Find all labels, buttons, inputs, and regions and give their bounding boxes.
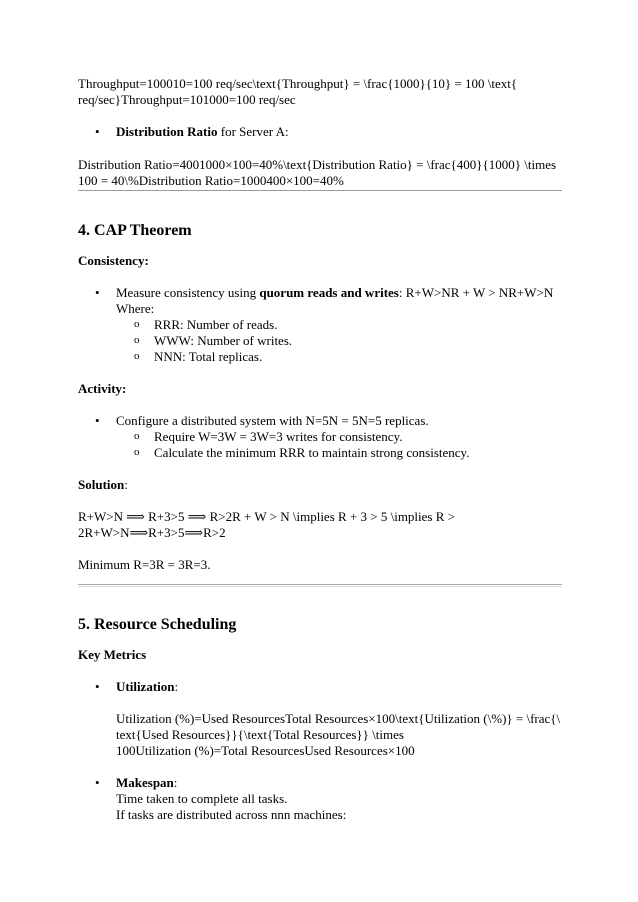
consistency-bullet-list	[78, 285, 562, 365]
makespan-line-2: If tasks are distributed across nnn machines:	[116, 807, 347, 822]
solution-label: Solution	[78, 477, 125, 492]
solution-line-2: 2R+W>N⟹R+3>5⟹R>2	[78, 525, 226, 540]
throughput-line-2: req/sec}Throughput=101000=100 req/sec	[78, 92, 296, 107]
makespan-label: Makespan	[116, 775, 174, 790]
document-page	[78, 76, 562, 823]
throughput-formula	[78, 76, 562, 108]
makespan-colon: :	[173, 775, 178, 790]
distribution-line-1: Distribution Ratio=4001000×100=40%\text{Distribution Ratio} = \frac{400}{1000} \times	[78, 157, 557, 172]
activity-label: Activity:	[78, 381, 127, 396]
list-item: o NNN: Total replicas.	[116, 349, 562, 365]
distribution-ratio-suffix: for Server A:	[217, 124, 289, 139]
utilization-formula	[116, 711, 562, 759]
list-item	[78, 775, 562, 823]
solution-heading	[78, 477, 562, 493]
list-item: o Require W=3W = 3W=3 writes for consistency.	[116, 429, 562, 445]
section-divider	[78, 190, 562, 191]
section-divider	[78, 584, 562, 587]
distribution-ratio-label: Distribution Ratio	[116, 124, 218, 139]
solution-formula	[78, 509, 562, 541]
list-item	[78, 413, 562, 461]
activity-bullet-text: Configure a distributed system with N=5N = 5N=5 replicas.	[116, 413, 429, 428]
solution-colon: :	[124, 477, 128, 492]
distribution-formula	[78, 157, 562, 189]
list-item	[78, 285, 562, 365]
activity-sub-list	[116, 429, 562, 461]
quorum-term: quorum reads and writes	[259, 285, 399, 300]
list-item: o Calculate the minimum RRR to maintain strong consistency.	[116, 445, 562, 461]
consistency-label: Consistency:	[78, 253, 149, 268]
measure-prefix: Measure consistency using	[116, 285, 260, 300]
utilization-line-3: 100Utilization (%)=Total ResourcesUsed Resources×100	[116, 743, 415, 758]
utilization-line-1: Utilization (%)=Used ResourcesTotal Resources×100\text{Utilization (\%)} = \frac{\	[116, 711, 561, 726]
where-sub-list	[116, 317, 562, 365]
makespan-line-1: Time taken to complete all tasks.	[116, 791, 288, 806]
where-label: Where:	[116, 301, 155, 316]
section-heading-scheduling: 5. Resource Scheduling	[78, 616, 237, 633]
list-item: o WWW: Number of writes.	[116, 333, 562, 349]
minimum-r-text: Minimum R=3R = 3R=3.	[78, 557, 211, 572]
section-heading-cap: 4. CAP Theorem	[78, 222, 192, 239]
activity-bullet-list	[78, 413, 562, 461]
utilization-colon: :	[174, 679, 179, 694]
list-item	[78, 679, 562, 759]
key-metrics-label: Key Metrics	[78, 647, 147, 662]
utilization-label: Utilization	[116, 679, 175, 694]
distribution-bullet-list	[78, 124, 562, 140]
metrics-bullet-list	[78, 679, 562, 823]
solution-line-1: R+W>N ⟹ R+3>5 ⟹ R>2R + W > N \implies R + 3 > 5 \implies R >	[78, 509, 455, 524]
list-item	[78, 124, 562, 140]
utilization-line-2: text{Used Resources}}{\text{Total Resources}} \times	[116, 727, 404, 742]
throughput-line-1: Throughput=100010=100 req/sec\text{Throughput} = \frac{1000}{10} = 100 \text{	[78, 76, 518, 91]
measure-suffix: : R+W>NR + W > NR+W>N	[398, 285, 554, 300]
list-item: o RRR: Number of reads.	[116, 317, 562, 333]
distribution-line-2: 100 = 40\%Distribution Ratio=1000400×100=40%	[78, 173, 344, 188]
